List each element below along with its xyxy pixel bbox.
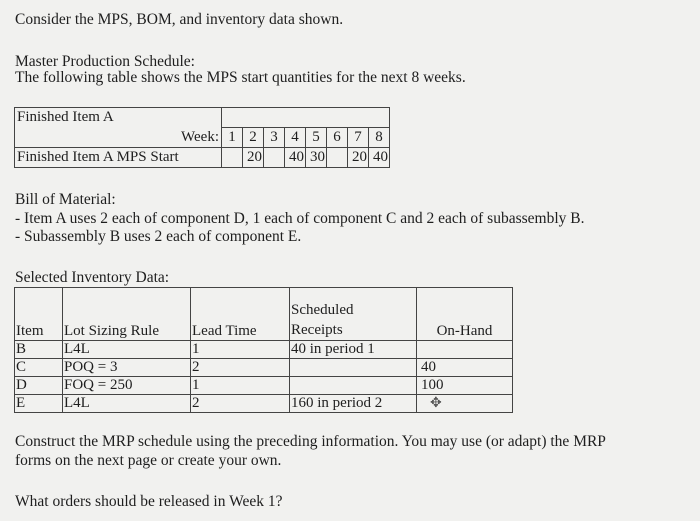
mps-quantity-cell: 20 [243,148,264,168]
week-cell: 8 [369,128,390,148]
scheduled-receipts-cell [290,377,417,395]
mps-title: Master Production Schedule: [15,53,195,70]
inventory-title: Selected Inventory Data: [15,269,170,286]
week-cell: 7 [348,128,369,148]
move-cross-icon: ✥ [430,396,442,411]
scheduled-receipts-cell: 40 in period 1 [290,341,417,359]
header-scheduled-line: Scheduled [291,302,354,318]
week-cell: 1 [222,128,243,148]
lead-time-cell: 2 [191,395,290,413]
inventory-row [15,341,513,359]
inventory-row [15,395,513,413]
mps-quantity-cell: 20 [348,148,369,168]
week-cell: 6 [327,128,348,148]
header-receipts-line: Receipts [291,322,343,338]
item-cell: C [15,359,63,377]
bom-title: Bill of Material: [15,191,116,208]
bom-line: - Item A uses 2 each of component D, 1 each of component C and 2 each of subassembly B. [15,210,585,227]
mps-quantity-cell: 40 [285,148,306,168]
inventory-table [14,287,513,413]
scheduled-receipts-cell [290,359,417,377]
header-scheduled-receipts [290,288,417,341]
header-lot-sizing: Lot Sizing Rule [63,288,191,341]
week-label: Week: [15,128,222,148]
intro-text: Consider the MPS, BOM, and inventory data shown. [15,11,344,28]
mps-quantity-cell: 30 [306,148,327,168]
mps-description: The following table shows the MPS start quantities for the next 8 weeks. [15,69,466,86]
inventory-row [15,359,513,377]
week-cell: 3 [264,128,285,148]
item-cell: D [15,377,63,395]
item-cell: B [15,341,63,359]
on-hand-cell: 40 [417,359,513,377]
scheduled-receipts-cell: 160 in period 2 [290,395,417,413]
lot-sizing-cell: L4L [63,341,191,359]
on-hand-cell [417,341,513,359]
week-cell: 2 [243,128,264,148]
week-cell: 4 [285,128,306,148]
instruction-line: forms on the next page or create your own. [15,452,282,469]
mps-quantity-row [15,148,390,168]
instruction-line: Construct the MRP schedule using the preceding information. You may use (or adapt) the MRP [15,433,606,450]
lot-sizing-cell: POQ = 3 [63,359,191,377]
mps-quantity-cell: 40 [369,148,390,168]
item-cell: E [15,395,63,413]
mps-quantity-cell [222,148,243,168]
lead-time-cell: 1 [191,341,290,359]
inventory-row [15,377,513,395]
header-on-hand: On-Hand [417,288,513,341]
lead-time-cell: 2 [191,359,290,377]
mps-row-label: Finished Item A MPS Start [15,148,222,168]
week-cell: 5 [306,128,327,148]
mps-quantity-cell [264,148,285,168]
question-text: What orders should be released in Week 1? [15,493,283,510]
on-hand-cell [417,395,513,413]
on-hand-cell: 100 [417,377,513,395]
mps-quantity-cell [327,148,348,168]
mps-header-blank [222,108,390,128]
lot-sizing-cell: L4L [63,395,191,413]
mps-week-row [15,128,390,148]
lot-sizing-cell: FOQ = 250 [63,377,191,395]
inventory-header-row [15,288,513,341]
mps-header-label: Finished Item A [15,108,222,128]
bom-line: - Subassembly B uses 2 each of component E. [15,228,302,245]
header-lead-time: Lead Time [191,288,290,341]
lead-time-cell: 1 [191,377,290,395]
header-item: Item [15,288,63,341]
mps-header-row [15,108,390,128]
mps-table [14,107,390,168]
